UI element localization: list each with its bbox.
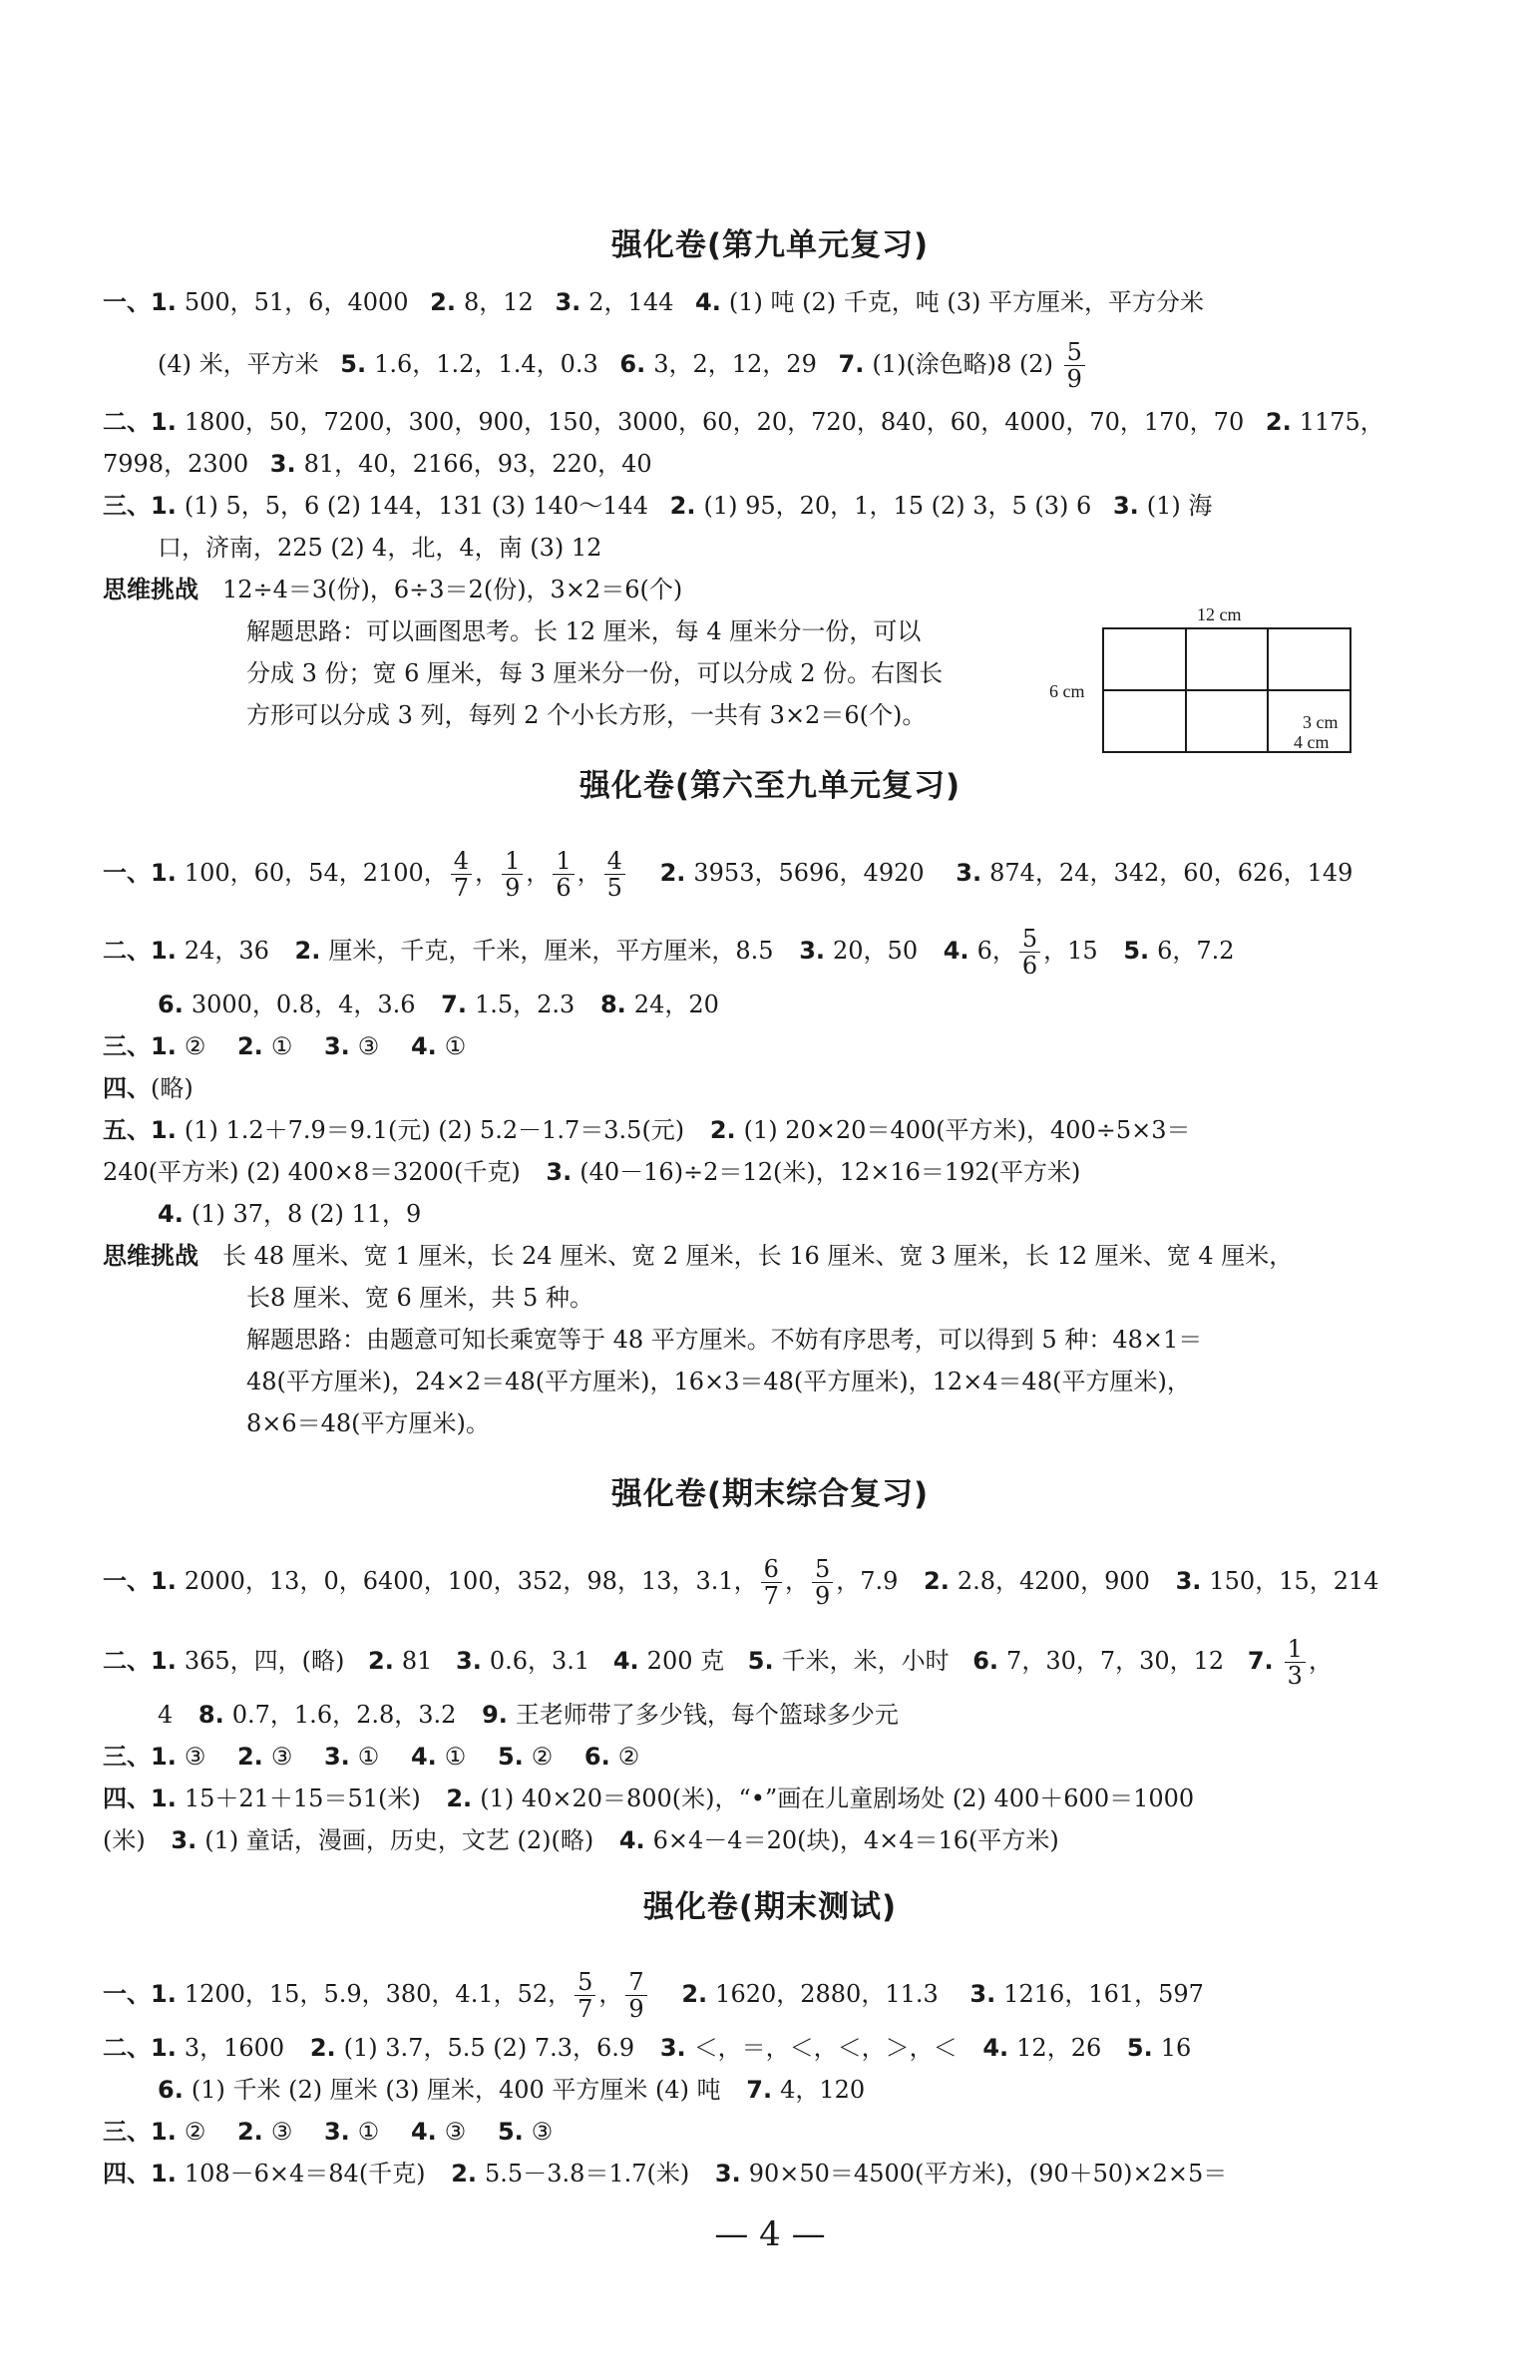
s1-line-3: 二、1. 1800，50，7200，300，900，150，3000，60，20，720，840，60，4000，70，170，70 2. 1175， bbox=[103, 408, 1384, 436]
s1-line-6: 口，济南，225 (2) 4，北，4，南 (3) 12 bbox=[158, 534, 602, 562]
s1-line-5: 三、1. (1) 5，5，6 (2) 144，131 (3) 140～144 2. (1) 95，20，1，15 (2) 3，5 (3) 6 3. (1) 海 bbox=[103, 492, 1213, 520]
fraction: $\frac{5}{6}$ bbox=[1019, 926, 1040, 979]
section-title-final-test: 强化卷(期末测试) bbox=[642, 1889, 898, 1925]
fraction: $\frac{1}{6}$ bbox=[553, 848, 574, 901]
fraction: $\frac{7}{9}$ bbox=[625, 1969, 646, 2022]
section-title-final-review: 强化卷(期末综合复习) bbox=[610, 1476, 930, 1512]
s2-challenge-line-1: 思维挑战 长 48 厘米、宽 1 厘米，长 24 厘米、宽 2 厘米，长 16 厘米、宽 3 厘米，长 12 厘米、宽 4 厘米， bbox=[103, 1242, 1294, 1270]
diagram-label-cell-height: 3 cm bbox=[1303, 712, 1339, 732]
rectangle-grid-diagram bbox=[1047, 598, 1356, 758]
s2-line-4: 三、1. ② 2. ① 3. ③ 4. ① bbox=[103, 1032, 467, 1060]
fraction: $\frac{1}{9}$ bbox=[502, 848, 523, 901]
s4-line-4: 三、1. ② 2. ③ 3. ① 4. ③ 5. ③ bbox=[103, 2118, 554, 2146]
fraction: $\frac{5}{9}$ bbox=[812, 1556, 833, 1609]
page-number: — 4 — bbox=[714, 2214, 826, 2254]
fraction: $\frac{4}{7}$ bbox=[451, 848, 472, 901]
s3-line-5: 四、1. 15＋21＋15＝51(米) 2. (1) 40×20＝800(米)，“•”画在儿童剧场处 (2) 400＋600＝1000 bbox=[103, 1785, 1195, 1812]
s4-line-1: 一、1. 1200，15，5.9，380，4.1，52， $\frac{5}{7}$ ， $\frac{7}{9}$ 2. 1620，2880，11.3 3. 1216，161，597 bbox=[103, 1968, 1204, 2023]
s2-line-8: 4. (1) 37，8 (2) 11，9 bbox=[158, 1200, 422, 1228]
s2-challenge-line-3: 解题思路：由题意可知长乘宽等于 48 平方厘米。不妨有序思考，可以得到 5 种：48×1＝ bbox=[246, 1326, 1203, 1354]
s2-line-1: 一、1. 100，60，54，2100， $\frac{4}{7}$ ， $\frac{1}{9}$ ， $\frac{1}{6}$ ， $\frac{4}{5}$ 2. 3953，5696，4920 3. 874，24，342，60，626，149 bbox=[103, 847, 1353, 902]
s3-line-2: 二、1. 365，四，(略) 2. 81 3. 0.6，3.1 4. 200 克 5. 千米，米，小时 6. 7，30，7，30，12 7. $\frac{1}{3}$ ， bbox=[103, 1635, 1333, 1690]
s3-line-1: 一、1. 2000，13，0，6400，100，352，98，13，3.1， $\frac{6}{7}$ ， $\frac{5}{9}$ ，7.9 2. 2.8，4200，900 3. 150，15，214 bbox=[103, 1555, 1379, 1610]
s2-line-5: 四、(略) bbox=[103, 1074, 193, 1102]
s1-challenge-line-1: 解题思路：可以画图思考。长 12 厘米，每 4 厘米分一份，可以 bbox=[246, 617, 922, 645]
s4-line-3: 6. (1) 千米 (2) 厘米 (3) 厘米，400 平方厘米 (4) 吨 7. 4，120 bbox=[158, 2076, 866, 2104]
section-title-unit6-9: 强化卷(第六至九单元复习) bbox=[578, 768, 962, 804]
fraction: $\frac{5}{7}$ bbox=[575, 1969, 595, 2022]
section-title-unit9: 强化卷(第九单元复习) bbox=[610, 227, 930, 263]
s4-line-2: 二、1. 3，1600 2. (1) 3.7，5.5 (2) 7.3，6.9 3. ＜，＝，＜，＜，＞，＜ 4. 12，26 5. 16 bbox=[103, 2034, 1192, 2062]
diagram-label-cell-width: 4 cm bbox=[1294, 732, 1330, 752]
fraction: $\frac{4}{5}$ bbox=[604, 848, 625, 901]
fraction: $\frac{5}{9}$ bbox=[1064, 339, 1085, 392]
s1-line-1: 一、1. 500，51，6，4000 2. 8，12 3. 2，144 4. (1) 吨 (2) 千克，吨 (3) 平方厘米，平方分米 bbox=[103, 288, 1204, 316]
s3-line-3: 4 8. 0.7，1.6，2.8，3.2 9. 王老师带了多少钱，每个篮球多少元 bbox=[158, 1701, 899, 1729]
s2-line-2: 二、1. 24，36 2. 厘米，千克，千米，厘米，平方厘米，8.5 3. 20，50 4. 6， $\frac{5}{6}$ ，15 5. 6，7.2 bbox=[103, 925, 1235, 980]
diagram-label-length: 12 cm bbox=[1197, 604, 1242, 624]
s1-line-4: 7998，2300 3. 81，40，2166，93，220，40 bbox=[103, 450, 652, 478]
s2-line-3: 6. 3000，0.8，4，3.6 7. 1.5，2.3 8. 24，20 bbox=[158, 991, 719, 1018]
s4-line-5: 四、1. 108－6×4＝84(千克) 2. 5.5－3.8＝1.7(米) 3. 90×50＝4500(平方米)，(90＋50)×2×5＝ bbox=[103, 2160, 1228, 2187]
s3-line-4: 三、1. ③ 2. ③ 3. ① 4. ① 5. ② 6. ② bbox=[103, 1743, 640, 1771]
s2-line-6: 五、1. (1) 1.2＋7.9＝9.1(元) (2) 5.2－1.7＝3.5(元) 2. (1) 20×20＝400(平方米)，400÷5×3＝ bbox=[103, 1116, 1191, 1144]
s2-challenge-line-5: 8×6＝48(平方厘米)。 bbox=[246, 1409, 490, 1437]
s2-challenge-line-4: 48(平方厘米)，24×2＝48(平方厘米)，16×3＝48(平方厘米)，12×4＝48(平方厘米)， bbox=[246, 1368, 1191, 1395]
diagram-label-width: 6 cm bbox=[1049, 681, 1085, 701]
s1-line-2: (4) 米，平方米 5. 1.6，1.2，1.4，0.3 6. 3，2，12，29 7. (1)(涂色略)8 (2) $\frac{5}{9}$ bbox=[158, 339, 1088, 392]
fraction: $\frac{1}{3}$ bbox=[1285, 1636, 1306, 1689]
s2-line-7: 240(平方米) (2) 400×8＝3200(千克) 3. (40－16)÷2＝12(米)，12×16＝192(平方米) bbox=[103, 1158, 1081, 1186]
s1-challenge-line-3: 方形可以分成 3 列，每列 2 个小长方形，一共有 3×2＝6(个)。 bbox=[246, 701, 927, 729]
fraction: $\frac{6}{7}$ bbox=[761, 1556, 782, 1609]
s3-line-6: (米) 3. (1) 童话，漫画，历史，文艺 (2)(略) 4. 6×4－4＝20(块)，4×4＝16(平方米) bbox=[103, 1826, 1059, 1854]
s1-challenge-first: 思维挑战 12÷4＝3(份)，6÷3＝2(份)，3×2＝6(个) bbox=[103, 576, 683, 603]
s2-challenge-line-2: 长8 厘米、宽 6 厘米，共 5 种。 bbox=[246, 1284, 593, 1312]
s1-challenge-line-2: 分成 3 份；宽 6 厘米，每 3 厘米分一份，可以分成 2 份。右图长 bbox=[246, 659, 944, 687]
